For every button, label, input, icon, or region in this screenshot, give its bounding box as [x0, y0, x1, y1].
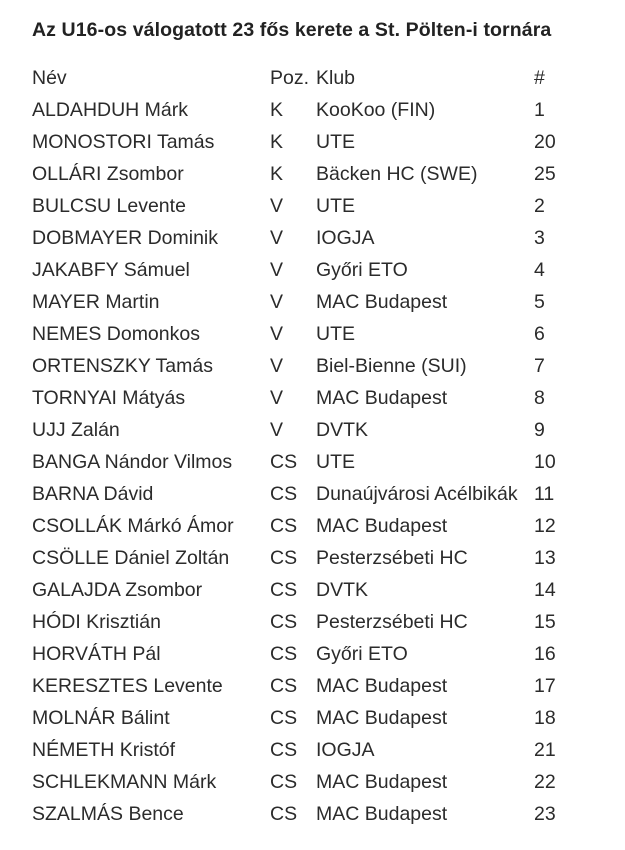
player-club: Bäcken HC (SWE) [316, 162, 478, 185]
table-row [32, 702, 574, 734]
player-name: ORTENSZKY Tamás [32, 354, 213, 377]
player-name: BULCSU Levente [32, 194, 186, 217]
player-name: UJJ Zalán [32, 418, 120, 441]
player-number: 4 [534, 258, 545, 281]
player-position: CS [270, 450, 298, 473]
roster-body [32, 94, 574, 830]
table-row [32, 222, 574, 254]
table-row [32, 414, 574, 446]
player-name: OLLÁRI Zsombor [32, 162, 184, 185]
player-number: 21 [534, 738, 556, 761]
player-position: CS [270, 770, 298, 793]
player-position: CS [270, 642, 298, 665]
player-name: DOBMAYER Dominik [32, 226, 219, 249]
player-club: UTE [316, 130, 355, 153]
player-name: HÓDI Krisztián [32, 610, 161, 633]
player-position: CS [270, 546, 298, 569]
player-number: 1 [534, 98, 545, 121]
player-position: CS [270, 610, 298, 633]
player-number: 25 [534, 162, 556, 185]
player-club: MAC Budapest [316, 290, 448, 313]
table-row [32, 190, 574, 222]
table-row [32, 126, 574, 158]
player-name: BANGA Nándor Vilmos [32, 450, 233, 473]
table-row [32, 382, 574, 414]
player-position: CS [270, 738, 298, 761]
player-name: MOLNÁR Bálint [32, 706, 170, 729]
player-name: BARNA Dávid [32, 482, 154, 505]
player-name: JAKABFY Sámuel [32, 258, 190, 281]
player-position: V [270, 354, 284, 377]
player-name: SCHLEKMANN Márk [32, 770, 217, 793]
table-row [32, 638, 574, 670]
table-row [32, 350, 574, 382]
player-position: CS [270, 674, 298, 697]
player-name: NEMES Domonkos [32, 322, 200, 345]
player-number: 17 [534, 674, 556, 697]
player-position: CS [270, 514, 298, 537]
player-name: HORVÁTH Pál [32, 642, 161, 665]
player-club: KooKoo (FIN) [316, 98, 436, 121]
player-number: 2 [534, 194, 545, 217]
player-position: V [270, 226, 284, 249]
table-row [32, 318, 574, 350]
column-header-position: Poz. [270, 66, 310, 89]
player-name: SZALMÁS Bence [32, 802, 184, 825]
player-position: V [270, 386, 284, 409]
player-number: 8 [534, 386, 545, 409]
player-number: 11 [534, 482, 555, 505]
player-position: V [270, 194, 284, 217]
player-name: MAYER Martin [32, 290, 160, 313]
player-name: MONOSTORI Tamás [32, 130, 215, 153]
player-number: 10 [534, 450, 556, 473]
player-number: 13 [534, 546, 556, 569]
player-club: MAC Budapest [316, 706, 448, 729]
player-number: 6 [534, 322, 545, 345]
player-name: GALAJDA Zsombor [32, 578, 203, 601]
player-club: Pesterzsébeti HC [316, 610, 468, 633]
player-position: CS [270, 706, 298, 729]
player-name: CSOLLÁK Márkó Ámor [32, 514, 234, 537]
player-number: 15 [534, 610, 556, 633]
player-number: 20 [534, 130, 556, 153]
player-name: KERESZTES Levente [32, 674, 223, 697]
player-position: CS [270, 802, 298, 825]
player-number: 16 [534, 642, 556, 665]
player-club: UTE [316, 322, 355, 345]
player-club: UTE [316, 450, 355, 473]
player-name: TORNYAI Mátyás [32, 386, 186, 409]
table-row [32, 734, 574, 766]
table-row [32, 478, 574, 510]
table-row [32, 606, 574, 638]
player-number: 3 [534, 226, 545, 249]
player-position: V [270, 418, 284, 441]
player-number: 12 [534, 514, 556, 537]
player-number: 7 [534, 354, 545, 377]
table-row [32, 798, 574, 830]
player-club: UTE [316, 194, 355, 217]
player-club: MAC Budapest [316, 770, 448, 793]
player-position: V [270, 258, 284, 281]
player-number: 14 [534, 578, 556, 601]
player-club: MAC Budapest [316, 514, 448, 537]
player-club: MAC Budapest [316, 674, 448, 697]
player-club: Győri ETO [316, 642, 408, 665]
table-row [32, 158, 574, 190]
player-club: MAC Budapest [316, 802, 448, 825]
player-club: Győri ETO [316, 258, 408, 281]
player-club: DVTK [316, 418, 369, 441]
page-title: Az U16-os válogatott 23 fős kerete a St. Pölten-i tornára [32, 19, 552, 41]
table-row [32, 670, 574, 702]
player-club: IOGJA [316, 738, 375, 761]
roster-table [32, 62, 574, 830]
player-number: 18 [534, 706, 556, 729]
player-club: MAC Budapest [316, 386, 448, 409]
player-position: K [270, 130, 284, 153]
player-position: K [270, 162, 284, 185]
player-club: DVTK [316, 578, 369, 601]
player-position: CS [270, 482, 298, 505]
player-club: IOGJA [316, 226, 375, 249]
table-row [32, 574, 574, 606]
table-row [32, 254, 574, 286]
table-row [32, 94, 574, 126]
table-row [32, 766, 574, 798]
player-number: 9 [534, 418, 545, 441]
table-row [32, 510, 574, 542]
player-name: CSÖLLE Dániel Zoltán [32, 546, 230, 569]
player-number: 23 [534, 802, 556, 825]
player-position: V [270, 322, 284, 345]
player-position: CS [270, 578, 298, 601]
column-header-number: # [534, 66, 545, 89]
player-club: Dunaújvárosi Acélbikák [316, 482, 518, 505]
player-position: K [270, 98, 284, 121]
column-header-name: Név [32, 66, 67, 89]
column-header-club: Klub [316, 66, 356, 89]
player-position: V [270, 290, 284, 313]
player-club: Pesterzsébeti HC [316, 546, 468, 569]
table-row [32, 446, 574, 478]
table-row [32, 542, 574, 574]
player-club: Biel-Bienne (SUI) [316, 354, 467, 377]
table-row [32, 286, 574, 318]
player-name: NÉMETH Kristóf [32, 738, 176, 761]
player-name: ALDAHDUH Márk [32, 98, 189, 121]
player-number: 5 [534, 290, 545, 313]
table-header-row [32, 62, 574, 94]
player-number: 22 [534, 770, 556, 793]
